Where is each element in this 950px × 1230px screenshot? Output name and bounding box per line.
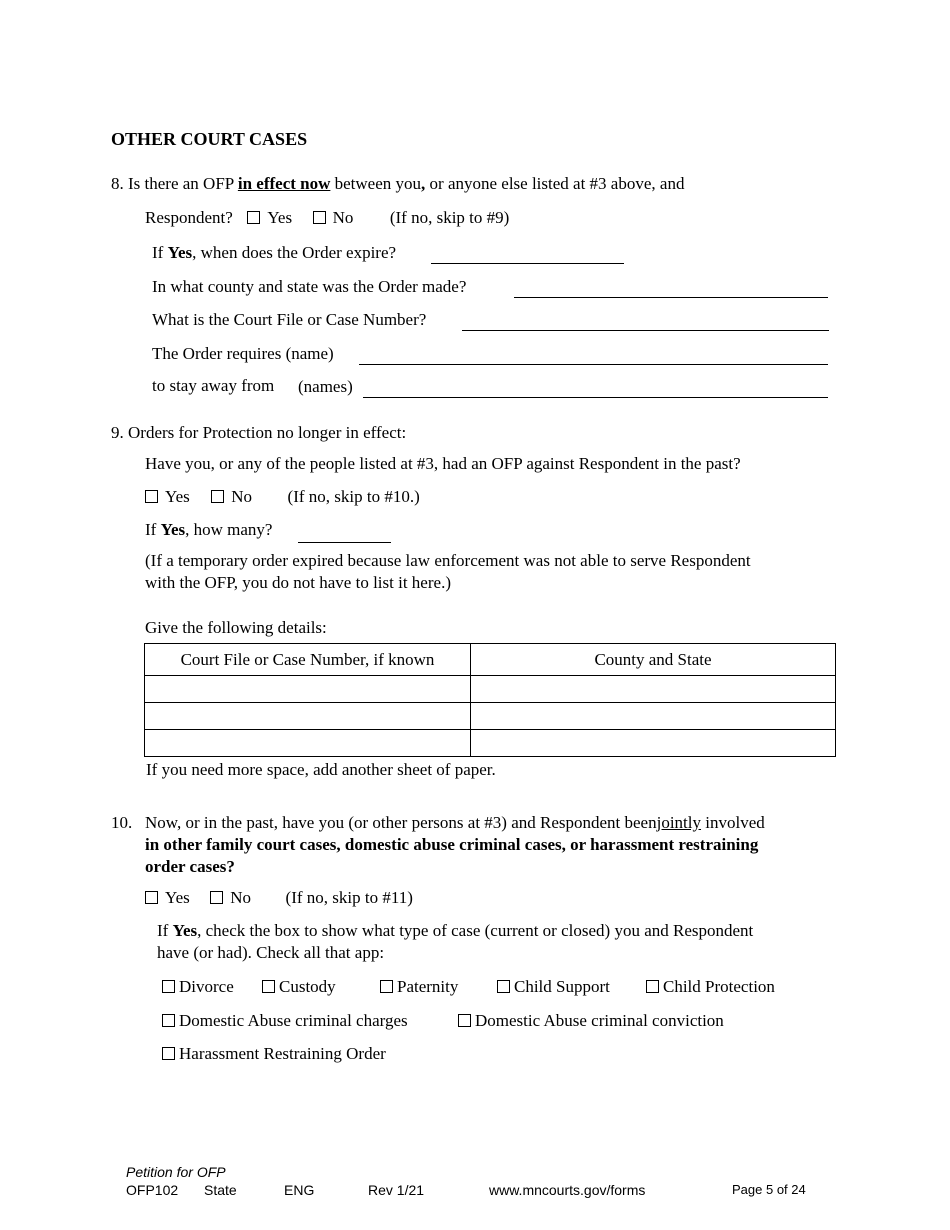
- q8-stayaway-label: to stay away from: [152, 376, 275, 395]
- custody-checkbox[interactable]: [262, 980, 275, 993]
- table-row: [145, 730, 836, 757]
- q8-number: 8.: [111, 174, 124, 193]
- table-header-row: [145, 644, 836, 676]
- table-cell-county[interactable]: [471, 730, 836, 757]
- case-type-hro[interactable]: [162, 1044, 386, 1064]
- q10-line3: order cases?: [145, 857, 235, 876]
- case-type-paternity[interactable]: [380, 977, 458, 997]
- divorce-checkbox[interactable]: [162, 980, 175, 993]
- q8-requires-label: The Order requires (name): [152, 344, 334, 363]
- q8-text-post: or anyone else listed at #3 above, and: [429, 174, 685, 193]
- q10-if-pre: If: [157, 921, 169, 940]
- case-type-child-protection[interactable]: [646, 977, 775, 997]
- q10-if-yes: Yes: [172, 921, 198, 940]
- hro-checkbox[interactable]: [162, 1047, 175, 1060]
- table-cell-casenum[interactable]: [145, 730, 471, 757]
- q8-no-checkbox[interactable]: [313, 211, 326, 224]
- table-row: [145, 703, 836, 730]
- q8-skip-note: (If no, skip to #9): [389, 208, 510, 227]
- footer-form-code: OFP102: [126, 1182, 179, 1198]
- footer-jurisdiction: State: [204, 1182, 237, 1198]
- q8-yes-label: Yes: [267, 208, 293, 227]
- q8-expire-rest: , when does the Order expire?: [192, 243, 397, 262]
- q9-howmany-field[interactable]: [298, 542, 391, 543]
- q9-yes-checkbox[interactable]: [145, 490, 158, 503]
- child-protection-checkbox[interactable]: [646, 980, 659, 993]
- child-protection-label: Child Protection: [663, 977, 775, 996]
- q10-number: 10.: [111, 813, 133, 832]
- table-cell-county[interactable]: [471, 676, 836, 703]
- paternity-label: Paternity: [397, 977, 459, 996]
- table-header-casenum: Court File or Case Number, if known: [145, 644, 471, 676]
- q8-casenum-field[interactable]: [462, 330, 829, 331]
- q9-skip-note: (If no, skip to #10.): [287, 487, 420, 506]
- q9-title-text: Orders for Protection no longer in effect:: [128, 423, 407, 442]
- table-cell-county[interactable]: [471, 703, 836, 730]
- q9-more-space-note: If you need more space, add another sheet of paper.: [146, 760, 496, 779]
- q9-howmany-if: If: [145, 520, 157, 539]
- q8-question: [111, 174, 684, 194]
- section-title: OTHER COURT CASES: [111, 129, 308, 149]
- q8-names-label: (names): [298, 377, 353, 396]
- footer-revision: Rev 1/21: [368, 1182, 425, 1198]
- da-conviction-checkbox[interactable]: [458, 1014, 471, 1027]
- table-cell-casenum[interactable]: [145, 703, 471, 730]
- table-header-county: County and State: [471, 644, 836, 676]
- q8-casenum-label: What is the Court File or Case Number?: [152, 310, 427, 329]
- q10-no-checkbox[interactable]: [210, 891, 223, 904]
- q10-if-line2: have (or had). Check all that app:: [157, 943, 385, 962]
- divorce-label: Divorce: [179, 977, 234, 996]
- q9-howmany-label: [145, 520, 272, 540]
- hro-label: Harassment Restraining Order: [179, 1044, 386, 1063]
- q8-respondent-label: Respondent?: [145, 208, 233, 227]
- q10-yes-label: Yes: [165, 888, 190, 907]
- da-charges-label: Domestic Abuse criminal charges: [179, 1011, 408, 1030]
- q8-requires-field[interactable]: [359, 364, 828, 365]
- q8-emphasis: in effect now: [237, 174, 331, 193]
- q9-no-checkbox[interactable]: [211, 490, 224, 503]
- q10-line1-pre: Now, or in the past, have you (or other persons at #3) and Respondent been: [145, 813, 657, 832]
- q8-county-field[interactable]: [514, 297, 828, 298]
- q10-jointly: jointly: [656, 813, 702, 832]
- paternity-checkbox[interactable]: [380, 980, 393, 993]
- custody-label: Custody: [279, 977, 336, 996]
- child-support-label: Child Support: [514, 977, 610, 996]
- q10-if-line1-rest: , check the box to show what type of case (current or closed) you and Respondent: [197, 921, 754, 940]
- q9-number: 9.: [111, 423, 124, 442]
- q8-county-label: In what county and state was the Order made?: [152, 277, 467, 296]
- footer-website: www.mncourts.gov/forms: [489, 1182, 646, 1198]
- q9-title: [111, 423, 406, 443]
- case-type-child-support[interactable]: [497, 977, 610, 997]
- q10-yesno-row: [145, 888, 413, 908]
- q10-skip-note: (If no, skip to #11): [285, 888, 413, 907]
- q8-expire-label: [152, 243, 396, 263]
- footer-form-title: Petition for OFP: [126, 1164, 226, 1180]
- q9-details-label: Give the following details:: [145, 618, 327, 637]
- q10-no-label: No: [230, 888, 252, 907]
- q9-note-line1: (If a temporary order expired because law enforcement was not able to serve Respondent: [145, 551, 751, 570]
- case-type-custody[interactable]: [262, 977, 336, 997]
- q10-line1: [145, 813, 765, 833]
- q8-yes-checkbox[interactable]: [247, 211, 260, 224]
- q9-howmany-yes: Yes: [160, 520, 186, 539]
- q10-line1-post: involved: [705, 813, 765, 832]
- q8-expire-field[interactable]: [431, 263, 624, 264]
- q10-if-line1: [157, 921, 753, 941]
- q8-expire-if: If: [152, 243, 164, 262]
- da-conviction-label: Domestic Abuse criminal conviction: [475, 1011, 724, 1030]
- q9-howmany-rest: , how many?: [185, 520, 273, 539]
- da-charges-checkbox[interactable]: [162, 1014, 175, 1027]
- table-cell-casenum[interactable]: [145, 676, 471, 703]
- q8-names-field[interactable]: [363, 397, 828, 398]
- q10-line2: in other family court cases, domestic abuse criminal cases, or harassment restraining: [145, 835, 759, 854]
- q9-question: Have you, or any of the people listed at #3, had an OFP against Respondent in the past?: [145, 454, 741, 473]
- case-type-da-conviction[interactable]: [458, 1011, 724, 1031]
- q9-note-line2: with the OFP, you do not have to list it here.): [145, 573, 451, 592]
- child-support-checkbox[interactable]: [497, 980, 510, 993]
- q9-details-table: [144, 643, 836, 757]
- footer-language: ENG: [284, 1182, 315, 1198]
- q8-text-mid: between you: [334, 174, 422, 193]
- table-row: [145, 676, 836, 703]
- case-type-divorce[interactable]: [162, 977, 234, 997]
- q10-yes-checkbox[interactable]: [145, 891, 158, 904]
- footer-page-number: Page 5 of 24: [732, 1182, 806, 1197]
- q9-yesno-row: [145, 487, 420, 507]
- q8-no-label: No: [332, 208, 354, 227]
- q8-comma: ,: [421, 174, 426, 193]
- q9-yes-label: Yes: [165, 487, 190, 506]
- q9-no-label: No: [231, 487, 253, 506]
- case-type-da-charges[interactable]: [162, 1011, 408, 1031]
- q8-text-pre: Is there an OFP: [128, 174, 234, 193]
- q8-expire-yes: Yes: [167, 243, 193, 262]
- q8-respondent-row: [145, 208, 509, 228]
